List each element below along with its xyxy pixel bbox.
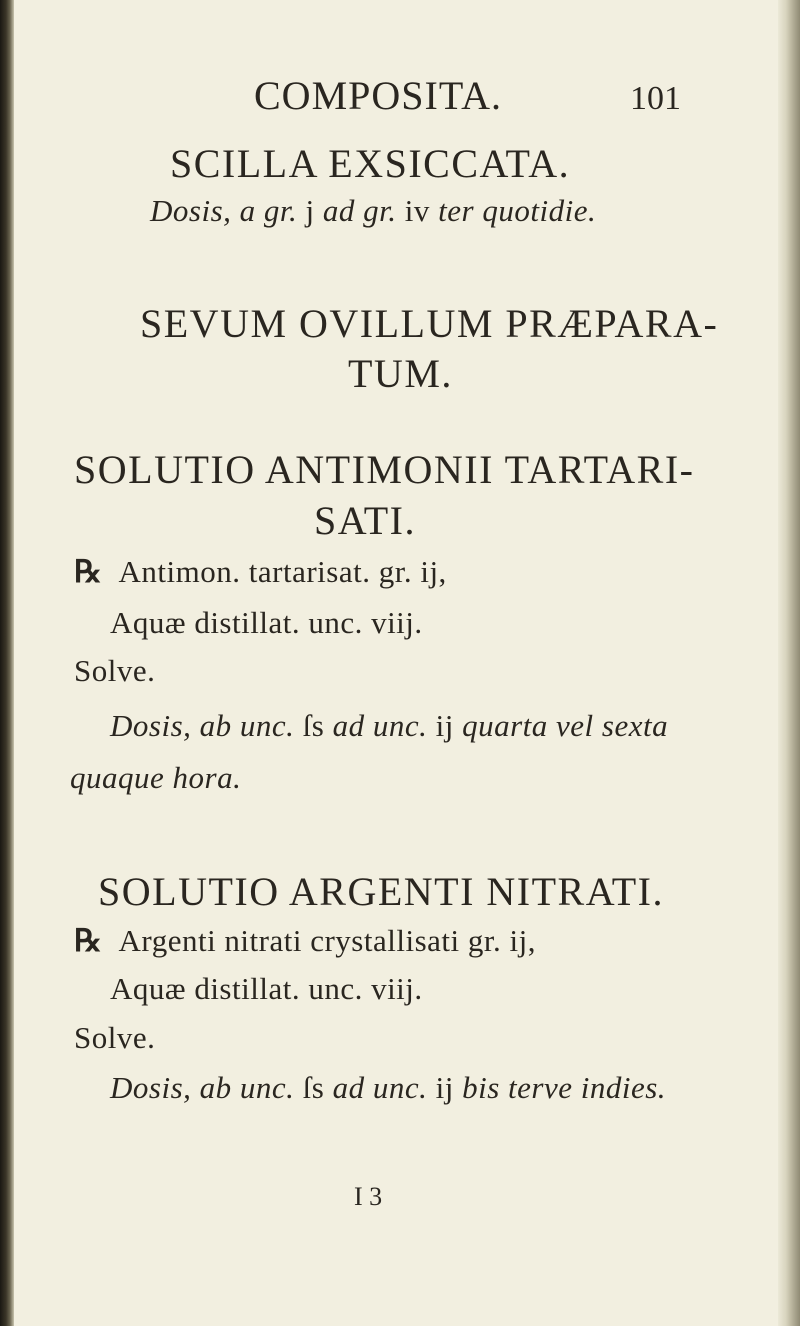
instruction: Solve. [74,1020,156,1055]
dosis-line [150,193,596,229]
dosis-word: Dosis, [150,193,232,228]
dosis-line [110,1070,666,1106]
numeral: ſs [302,708,325,743]
heading-solutio-antimonii-line2: SATI. [314,498,416,543]
dose-min: a gr. [239,193,298,228]
heading-sevum-line2: TUM. [348,351,453,396]
page-edge [778,0,800,1326]
heading-solutio-antimonii-line1: SOLUTIO ANTIMONII TARTARI- [74,447,695,492]
dosis-word: Dosis, [110,708,192,743]
running-head-title: COMPOSITA. [254,73,502,118]
numeral: ij [435,1070,454,1105]
heading-sevum-line1: SEVUM OVILLUM PRÆPARA- [140,301,719,346]
numeral: ij [435,708,454,743]
ingredient: Aquæ distillat. unc. viij. [110,605,423,640]
book-page [14,0,778,1326]
ingredient: Antimon. tartarisat. gr. ij, [118,554,447,589]
recipe-symbol: ℞ [74,554,103,589]
frequency: bis terve indies. [462,1070,667,1105]
instruction: Solve. [74,653,156,688]
ingredient: Aquæ distillat. unc. viij. [110,971,423,1006]
signature-mark: I 3 [354,1182,383,1211]
numeral: ſs [302,1070,325,1105]
numeral: iv [404,193,430,228]
dosis-continuation: quaque hora. [70,760,242,795]
recipe-line [74,923,536,959]
dosis-word: Dosis, [110,1070,192,1105]
dosis-line [110,708,668,744]
frequency: ter quotidie. [438,193,597,228]
dose-max: ad gr. [322,193,397,228]
heading-solutio-argenti: SOLUTIO ARGENTI NITRATI. [98,869,664,914]
recipe-line [74,554,447,590]
dose-max: ad unc. [332,708,428,743]
heading-scilla-exsiccata: SCILLA EXSICCATA. [170,141,571,186]
dose-min: ab unc. [199,1070,295,1105]
dose-min: ab unc. [199,708,295,743]
dose-max: ad unc. [332,1070,428,1105]
frequency: quarta vel sexta [462,708,669,743]
recipe-symbol: ℞ [74,923,103,958]
book-spine-shadow [0,0,14,1326]
page-number: 101 [630,80,681,117]
ingredient: Argenti nitrati crystallisati gr. ij, [118,923,536,958]
numeral: j [305,193,315,228]
